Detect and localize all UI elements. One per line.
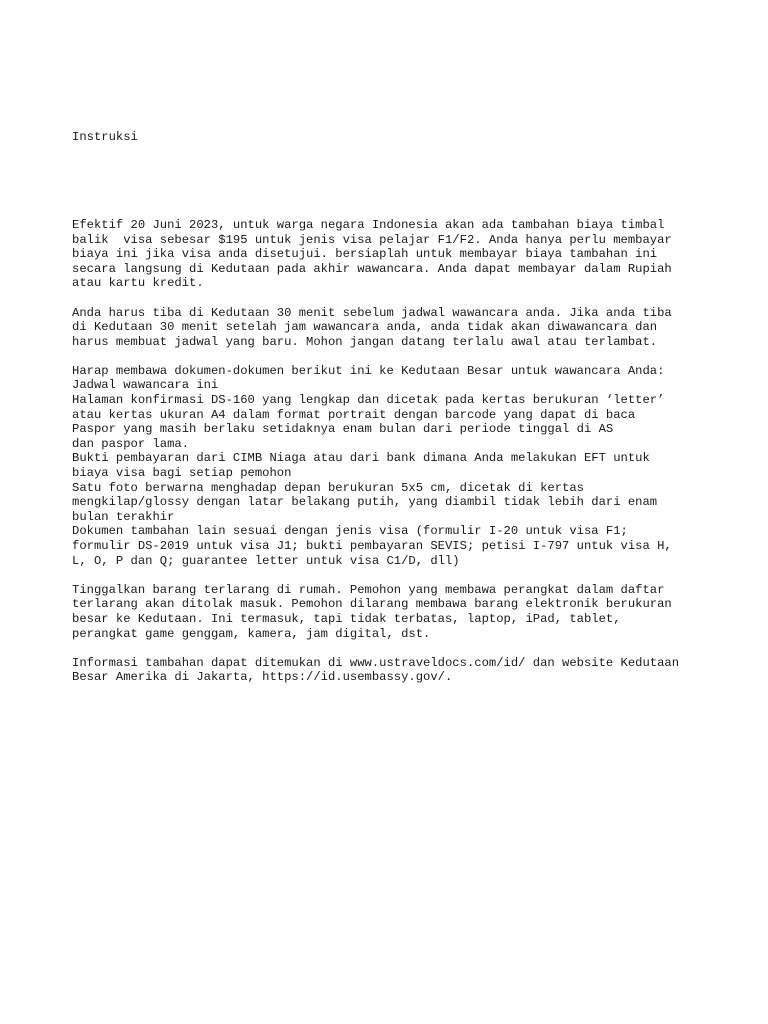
paragraph-line: Halaman konfirmasi DS-160 yang lengkap dan dicetak pada kertas berukuran ‘letter’ (72, 393, 665, 408)
paragraph-line: biaya visa bagi setiap pemohon (72, 466, 292, 481)
paragraph (72, 656, 732, 685)
document-body (72, 72, 732, 729)
paragraph-line: besar ke Kedutaan. Ini termasuk, tapi tidak terbatas, laptop, iPad, tablet, (72, 611, 621, 626)
paragraph-line: di Kedutaan 30 menit setelah jam wawancara anda, anda tidak akan diwawancara dan (72, 320, 658, 335)
paragraph-line: mengkilap/glossy dengan latar belakang putih, yang diambil tidak lebih dari enam (72, 495, 658, 510)
paragraph-line: dan paspor lama. (72, 436, 190, 451)
paragraph-line: bulan terakhir (72, 509, 175, 524)
paragraph-line: Anda harus tiba di Kedutaan 30 menit sebelum jadwal wawancara anda. Jika anda tiba (72, 305, 672, 320)
document-heading (72, 101, 732, 174)
paragraph-line: harus membuat jadwal yang baru. Mohon jangan datang terlalu awal atau terlambat. (72, 334, 658, 349)
paragraph-list (72, 218, 732, 685)
paragraph-line: Bukti pembayaran dari CIMB Niaga atau dari bank dimana Anda melakukan EFT untuk (72, 451, 650, 466)
paragraph-line: balik visa sebesar $195 untuk jenis visa pelajar F1/F2. Anda hanya perlu membayar (72, 232, 672, 247)
paragraph-line: formulir DS-2019 untuk visa J1; bukti pembayaran SEVIS; petisi I-797 untuk visa H, (72, 539, 672, 553)
paragraph (72, 306, 732, 350)
paragraph (72, 364, 732, 568)
paragraph-line: atau kartu kredit. (72, 276, 204, 291)
paragraph-line: L, O, P dan Q; guarantee letter untuk visa C1/D, dll) (72, 553, 460, 568)
paragraph-line: Besar Amerika di Jakarta, https://id.usembassy.gov/. (72, 670, 453, 685)
paragraph-line: Satu foto berwarna menghadap depan berukuran 5x5 cm, dicetak di kertas (72, 480, 584, 495)
paragraph-line: perangkat game genggam, kamera, jam digital, dst. (72, 626, 431, 641)
paragraph-line: Harap membawa dokumen-dokumen berikut ini ke Kedutaan Besar untuk wawancara Anda: (72, 363, 665, 378)
paragraph-line: Tinggalkan barang terlarang di rumah. Pemohon yang membawa perangkat dalam daftar (72, 582, 665, 597)
paragraph-line: Jadwal wawancara ini (72, 378, 219, 393)
paragraph-line: Informasi tambahan dapat ditemukan di www.ustraveldocs.com/id/ dan website Kedutaan (72, 655, 680, 670)
heading-text: Instruksi (72, 130, 138, 145)
paragraph-line: Paspor yang masih berlaku setidaknya enam bulan dari periode tinggal di AS (72, 422, 614, 437)
paragraph (72, 218, 732, 291)
paragraph (72, 583, 732, 641)
paragraph-line: Efektif 20 Juni 2023, untuk warga negara Indonesia akan ada tambahan biaya timbal (72, 217, 665, 232)
paragraph-line: biaya ini jika visa anda disetujui. bersiaplah untuk membayar biaya tambahan ini (72, 247, 658, 262)
paragraph-line: atau kertas ukuran A4 dalam format portrait dengan barcode yang dapat di baca (72, 407, 636, 422)
paragraph-line: secara langsung di Kedutaan pada akhir wawancara. Anda dapat membayar dalam Rupiah (72, 261, 672, 276)
paragraph-line: terlarang akan ditolak masuk. Pemohon dilarang membawa barang elektronik berukuran (72, 597, 672, 612)
paragraph-line: Dokumen tambahan lain sesuai dengan jenis visa (formulir I-20 untuk visa F1; (72, 524, 628, 539)
